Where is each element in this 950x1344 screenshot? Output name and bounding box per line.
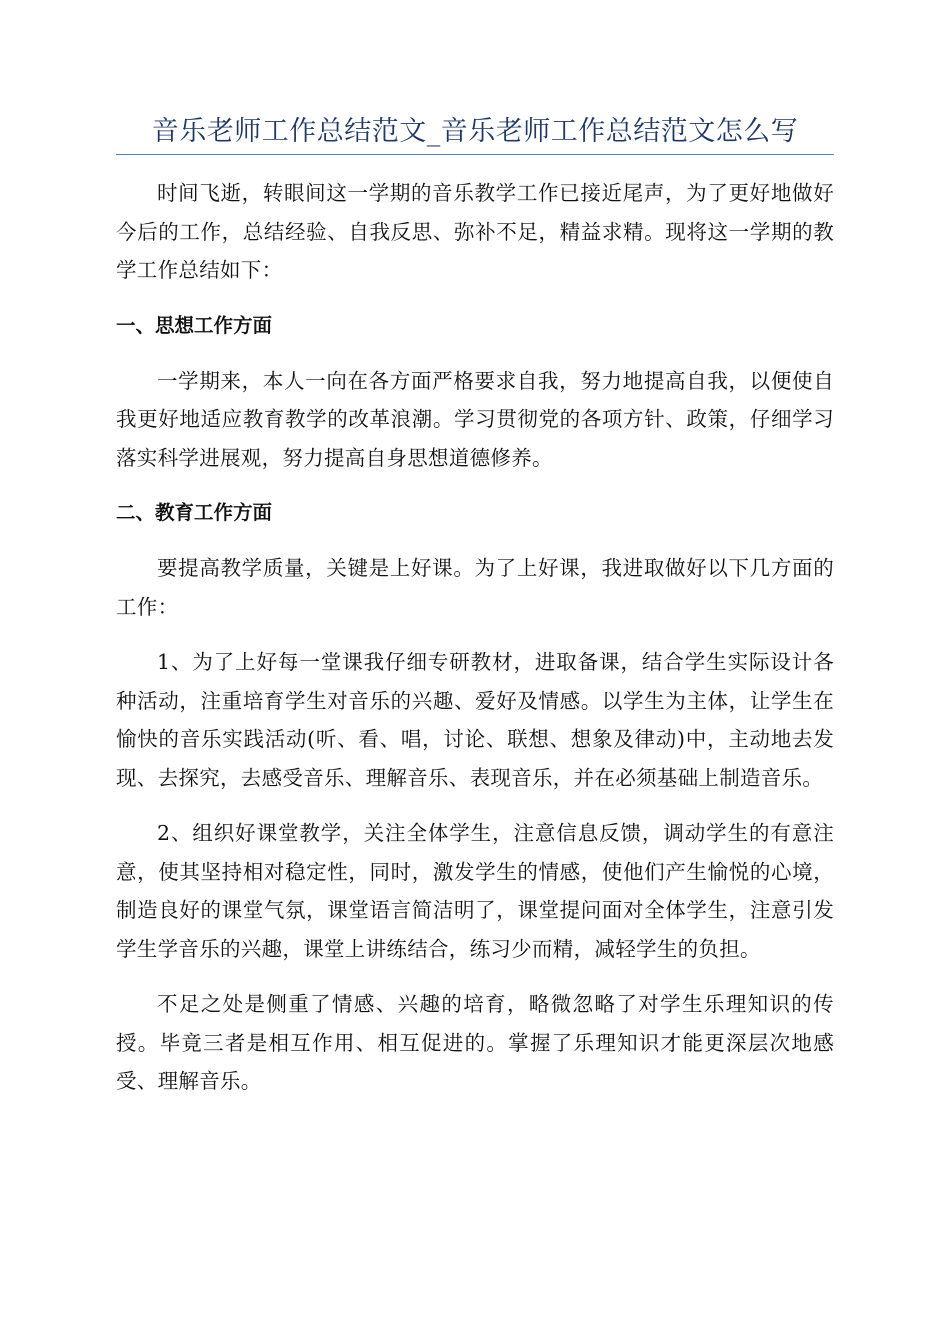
intro-paragraph: 时间飞逝，转眼间这一学期的音乐教学工作已接近尾声，为了更好地做好今后的工作，总结经验、自我反思、弥补不足，精益求精。现将这一学期的教学工作总结如下： xyxy=(116,181,834,282)
section2-paragraph-4: 不足之处是侧重了情感、兴趣的培育，略微忽略了对学生乐理知识的传授。毕竟三者是相互作用、相互促进的。掌握了乐理知识才能更深层次地感受、理解音乐。 xyxy=(116,992,834,1093)
section1-paragraph-1: 一学期来，本人一向在各方面严格要求自我，努力地提高自我，以便使自我更好地适应教育教学的改革浪潮。学习贯彻党的各项方针、政策，仔细学习落实科学进展观，努力提高自身思想道德修养。 xyxy=(116,368,834,470)
section-heading-thought-work: 一、思想工作方面 xyxy=(116,313,273,337)
document-body xyxy=(116,174,834,1118)
document-title: 音乐老师工作总结范文_音乐老师工作总结范文怎么写 xyxy=(151,116,799,147)
section2-paragraph-3: 2、组织好课堂教学，关注全体学生，注意信息反馈，调动学生的有意注意，使其坚持相对稳定性，同时，激发学生的情感，使他们产生愉悦的心境，制造良好的课堂气氛，课堂语言简洁明了，课堂提问面对全体学生，注意引发学生学音乐的兴趣，课堂上讲练结合，练习少而精，减轻学生的负担。 xyxy=(116,821,834,961)
section2-paragraph-1: 要提高教学质量，关键是上好课。为了上好课，我进取做好以下几方面的工作： xyxy=(116,556,834,619)
section-heading-education-work: 二、教育工作方面 xyxy=(116,501,273,524)
section2-paragraph-2: 1、为了上好每一堂课我仔细专研教材，进取备课，结合学生实际设计各种活动，注重培育学生对音乐的兴趣、爱好及情感。以学生为主体，让学生在愉快的音乐实践活动(听、看、唱，讨论、联想、想象及律动)中，主动地去发现、去探究，去感受音乐、理解音乐、表现音乐，并在必须基础上制造音乐。 xyxy=(116,650,834,790)
title-underline xyxy=(116,154,834,155)
